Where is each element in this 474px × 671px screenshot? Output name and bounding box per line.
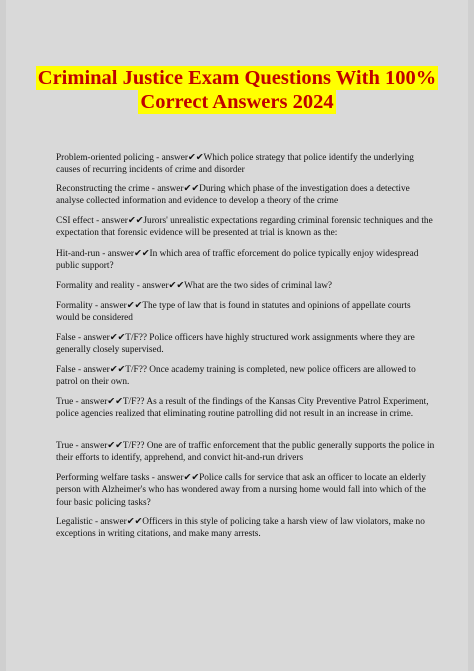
title-line-2: Correct Answers 2024 xyxy=(140,91,334,113)
qa-item: Reconstructing the crime - answer✔✔During which phase of the investigation does a detective analyse collected information and evidence to develop a theory of the crime xyxy=(56,184,413,207)
qa-item: Legalistic - answer✔✔Officers in this style of policing take a harsh view of law violators, make no exceptions in writing citations, and make many arrests. xyxy=(56,517,428,540)
qa-item: Problem-oriented policing - answer✔✔Which police strategy that police identify the underlying causes of recurring incidents of crime and disorder xyxy=(56,153,417,176)
qa-item: Performing welfare tasks - answer✔✔Police calls for service that ask an officer to locate an elderly person with Alzheimer's who has wondered away from a nursing home would fall into which of the four basic policing tasks? xyxy=(56,473,429,508)
qa-item: True - answer✔✔T/F?? One are of traffic enforcement that the public generally supports the police in their efforts to identify, apprehend, and convict hit-and-run drivers xyxy=(56,441,437,464)
qa-item: False - answer✔✔T/F?? Police officers have highly structured work assignments where they are generally closely supervised. xyxy=(56,333,418,356)
qa-item: Hit-and-run - answer✔✔In which area of traffic eforcement do police typically enjoy widespread public support? xyxy=(56,249,421,272)
qa-item: CSI effect - answer✔✔Jurors' unrealistic expectations regarding criminal forensic techniques and the expectation that forensic evidence will be presented at trial is known as the: xyxy=(56,216,436,239)
document-page xyxy=(6,0,468,671)
document-title xyxy=(6,66,468,114)
qa-item: True - answer✔✔T/F?? As a result of the findings of the Kansas City Preventive Patrol Experiment, police agencies realized that eliminating routine patrolling did not result in an increase in crime. xyxy=(56,397,431,420)
title-line-1: Criminal Justice Exam Questions With 100% xyxy=(37,67,437,89)
qa-item: Formality and reality - answer✔✔What are the two sides of criminal law? xyxy=(56,281,333,291)
qa-item: False - answer✔✔T/F?? Once academy training is completed, new police officers are allowed to patrol on their own. xyxy=(56,365,419,388)
qa-item: Formality - answer✔✔The type of law that is found in statutes and opinions of appellate courts would be considered xyxy=(56,301,413,324)
